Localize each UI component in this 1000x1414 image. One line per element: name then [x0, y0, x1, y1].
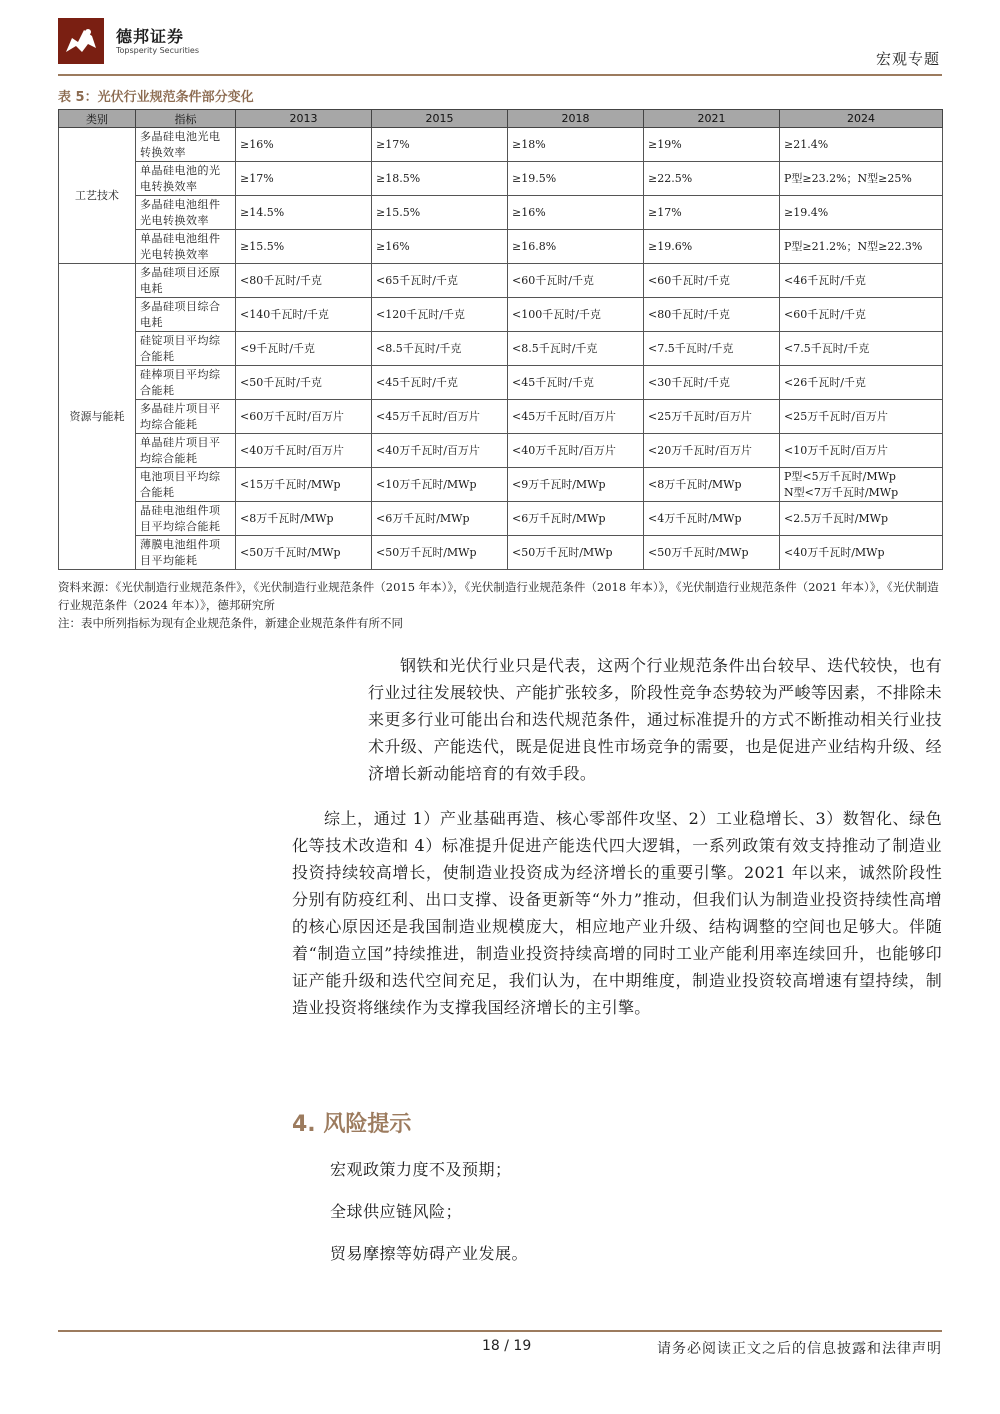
value-cell: <25万千瓦时/百万片 [780, 400, 943, 434]
indicator-cell: 多晶硅项目还原电耗 [136, 264, 236, 298]
value-cell: ≥16% [236, 128, 372, 162]
value-cell: <60万千瓦时/百万片 [236, 400, 372, 434]
company-logo-icon [58, 18, 104, 64]
value-cell: <25万千瓦时/百万片 [644, 400, 780, 434]
table-row [59, 434, 943, 468]
footer-divider [58, 1330, 942, 1332]
table-row [59, 400, 943, 434]
value-cell: <120千瓦时/千克 [372, 298, 508, 332]
value-cell: <20万千瓦时/百万片 [644, 434, 780, 468]
value-cell: ≥19.6% [644, 230, 780, 264]
value-cell: <50万千瓦时/MWp [508, 536, 644, 570]
value-cell: <8万千瓦时/MWp [644, 468, 780, 502]
table-row [59, 196, 943, 230]
value-cell: ≥16.8% [508, 230, 644, 264]
table-title: 表 5：光伏行业规范条件部分变化 [58, 90, 254, 105]
column-header: 2024 [780, 110, 943, 128]
value-cell: <60千瓦时/千克 [780, 298, 943, 332]
value-cell: <80千瓦时/千克 [644, 298, 780, 332]
value-cell: ≥19.4% [780, 196, 943, 230]
section-label: 宏观专题 [875, 50, 940, 68]
indicator-cell: 单晶硅电池的光电转换效率 [136, 162, 236, 196]
page-header [58, 18, 942, 74]
value-cell: <65千瓦时/千克 [372, 264, 508, 298]
value-cell: ≥14.5% [236, 196, 372, 230]
value-cell: <50万千瓦时/MWp [236, 536, 372, 570]
indicator-cell: 多晶硅片项目平均综合能耗 [136, 400, 236, 434]
value-cell: <140千瓦时/千克 [236, 298, 372, 332]
value-cell: <40万千瓦时/百万片 [508, 434, 644, 468]
value-cell: <40万千瓦时/MWp [780, 536, 943, 570]
value-cell: <6万千瓦时/MWp [372, 502, 508, 536]
table-row [59, 468, 943, 502]
indicator-cell: 薄膜电池组件项目平均能耗 [136, 536, 236, 570]
value-cell: ≥15.5% [236, 230, 372, 264]
table-row [59, 230, 943, 264]
value-cell: ≥18.5% [372, 162, 508, 196]
value-cell: <50万千瓦时/MWp [644, 536, 780, 570]
table-source [58, 578, 942, 632]
column-header: 2021 [644, 110, 780, 128]
indicator-cell: 硅棒项目平均综合能耗 [136, 366, 236, 400]
value-cell: <46千瓦时/千克 [780, 264, 943, 298]
category-cell: 工艺技术 [59, 128, 136, 264]
value-cell: <10万千瓦时/MWp [372, 468, 508, 502]
column-header: 类别 [59, 110, 136, 128]
value-cell: <30千瓦时/千克 [644, 366, 780, 400]
value-cell: ≥15.5% [372, 196, 508, 230]
value-cell: <60千瓦时/千克 [508, 264, 644, 298]
value-cell: <50万千瓦时/MWp [372, 536, 508, 570]
category-cell: 资源与能耗 [59, 264, 136, 570]
value-cell: ≥18% [508, 128, 644, 162]
value-cell: <26千瓦时/千克 [780, 366, 943, 400]
column-header: 2015 [372, 110, 508, 128]
value-cell: ≥19.5% [508, 162, 644, 196]
value-cell: <80千瓦时/千克 [236, 264, 372, 298]
value-cell: ≥22.5% [644, 162, 780, 196]
brand-english-name: Topsperity Securities [116, 46, 200, 55]
value-cell: <50千瓦时/千克 [236, 366, 372, 400]
page-number: 18 / 19 [482, 1338, 532, 1354]
value-cell: ≥17% [372, 128, 508, 162]
value-cell: <60千瓦时/千克 [644, 264, 780, 298]
source-text: 资料来源：《光伏制造行业规范条件》，《光伏制造行业规范条件（2015 年本）》，《光伏制造行业规范条件（2018 年本）》，《光伏制造行业规范条件（2021 年本）》，《光伏制造行业规范条件（2024 年本）》，德邦研究所 [58, 580, 939, 612]
value-cell: <7.5千瓦时/千克 [780, 332, 943, 366]
value-cell: <100千瓦时/千克 [508, 298, 644, 332]
risk-item: 全球供应链风险； [330, 1202, 463, 1221]
value-cell: <10万千瓦时/百万片 [780, 434, 943, 468]
indicator-cell: 单晶硅片项目平均综合能耗 [136, 434, 236, 468]
value-cell: P型≥21.2%；N型≥22.3% [780, 230, 943, 264]
value-cell: <45万千瓦时/百万片 [508, 400, 644, 434]
value-cell: ≥16% [372, 230, 508, 264]
summary-paragraph: 综上，通过 1）产业基础再造、核心零部件攻坚、2）工业稳增长、3）数智化、绿色化等技术改造和 4）标准提升促进产能迭代四大逻辑，一系列政策有效支持推动了制造业投资持续较高增长，使制造业投资成为经济增长的重要引擎。2021 年以来，诚然阶段性分别有防疫红利、出口支撑、设备更新等“外力”推动，但我们认为制造业投资持续性高增的核心原因还是我国制造业规模庞大，相应地产业升级、结构调整的空间也足够大。伴随着“制造立国”持续推进，制造业投资持续高增的同时工业产能利用率连续回升，也能够印证产能升级和迭代空间充足，我们认为，在中期维度，制造业投资较高增速有望持续，制造业投资将继续作为支撑我国经济增长的主引擎。 [292, 809, 942, 1017]
section-heading: 4. 风险提示 [292, 1112, 412, 1137]
value-cell: <9万千瓦时/MWp [508, 468, 644, 502]
value-cell: <6万千瓦时/MWp [508, 502, 644, 536]
header-divider [58, 74, 942, 76]
value-cell: P型<5万千瓦时/MWp N型<7万千瓦时/MWp [780, 468, 943, 502]
brand-name: 德邦证券 [116, 27, 185, 46]
indicator-cell: 多晶硅电池光电转换效率 [136, 128, 236, 162]
value-cell: <15万千瓦时/MWp [236, 468, 372, 502]
value-cell: <2.5万千瓦时/MWp [780, 502, 943, 536]
body-paragraph: 钢铁和光伏行业只是代表，这两个行业规范条件出台较早、迭代较快，也有行业过往发展较快、产能扩张较多，阶段性竞争态势较为严峻等因素，不排除未来更多行业可能出台和迭代规范条件，通过标准提升的方式不断推动相关行业技术升级、产能迭代，既是促进良性市场竞争的需要，也是促进产业结构升级、经济增长新动能培育的有效手段。 [368, 656, 942, 783]
table-row [59, 366, 943, 400]
value-cell: <8.5千瓦时/千克 [508, 332, 644, 366]
value-cell: ≥21.4% [780, 128, 943, 162]
value-cell: <8.5千瓦时/千克 [372, 332, 508, 366]
indicator-cell: 多晶硅电池组件光电转换效率 [136, 196, 236, 230]
table-row [59, 264, 943, 298]
table-row [59, 502, 943, 536]
indicator-cell: 硅锭项目平均综合能耗 [136, 332, 236, 366]
risk-item: 贸易摩擦等妨碍产业发展。 [330, 1244, 529, 1263]
risk-item: 宏观政策力度不及预期； [330, 1160, 512, 1179]
value-cell: ≥17% [236, 162, 372, 196]
indicator-cell: 晶硅电池组件项目平均综合能耗 [136, 502, 236, 536]
value-cell: P型≥23.2%；N型≥25% [780, 162, 943, 196]
value-cell: <4万千瓦时/MWp [644, 502, 780, 536]
value-cell: <45千瓦时/千克 [508, 366, 644, 400]
value-cell: <45万千瓦时/百万片 [372, 400, 508, 434]
indicator-cell: 单晶硅电池组件光电转换效率 [136, 230, 236, 264]
indicator-cell: 多晶硅项目综合电耗 [136, 298, 236, 332]
table-row [59, 128, 943, 162]
value-cell: <8万千瓦时/MWp [236, 502, 372, 536]
column-header: 2018 [508, 110, 644, 128]
table-row [59, 536, 943, 570]
value-cell: ≥17% [644, 196, 780, 230]
value-cell: <40万千瓦时/百万片 [236, 434, 372, 468]
value-cell: ≥19% [644, 128, 780, 162]
table-row [59, 162, 943, 196]
footer-disclaimer: 请务必阅读正文之后的信息披露和法律声明 [657, 1341, 942, 1357]
value-cell: <45千瓦时/千克 [372, 366, 508, 400]
indicator-cell: 电池项目平均综合能耗 [136, 468, 236, 502]
value-cell: <7.5千瓦时/千克 [644, 332, 780, 366]
column-header: 指标 [136, 110, 236, 128]
column-header: 2013 [236, 110, 372, 128]
table-note: 注：表中所列指标为现有企业规范条件，新建企业规范条件有所不同 [58, 616, 403, 630]
pv-standards-table [58, 109, 943, 570]
value-cell: ≥16% [508, 196, 644, 230]
table-header-row [59, 110, 943, 128]
table-row [59, 332, 943, 366]
value-cell: <40万千瓦时/百万片 [372, 434, 508, 468]
value-cell: <9千瓦时/千克 [236, 332, 372, 366]
table-row [59, 298, 943, 332]
